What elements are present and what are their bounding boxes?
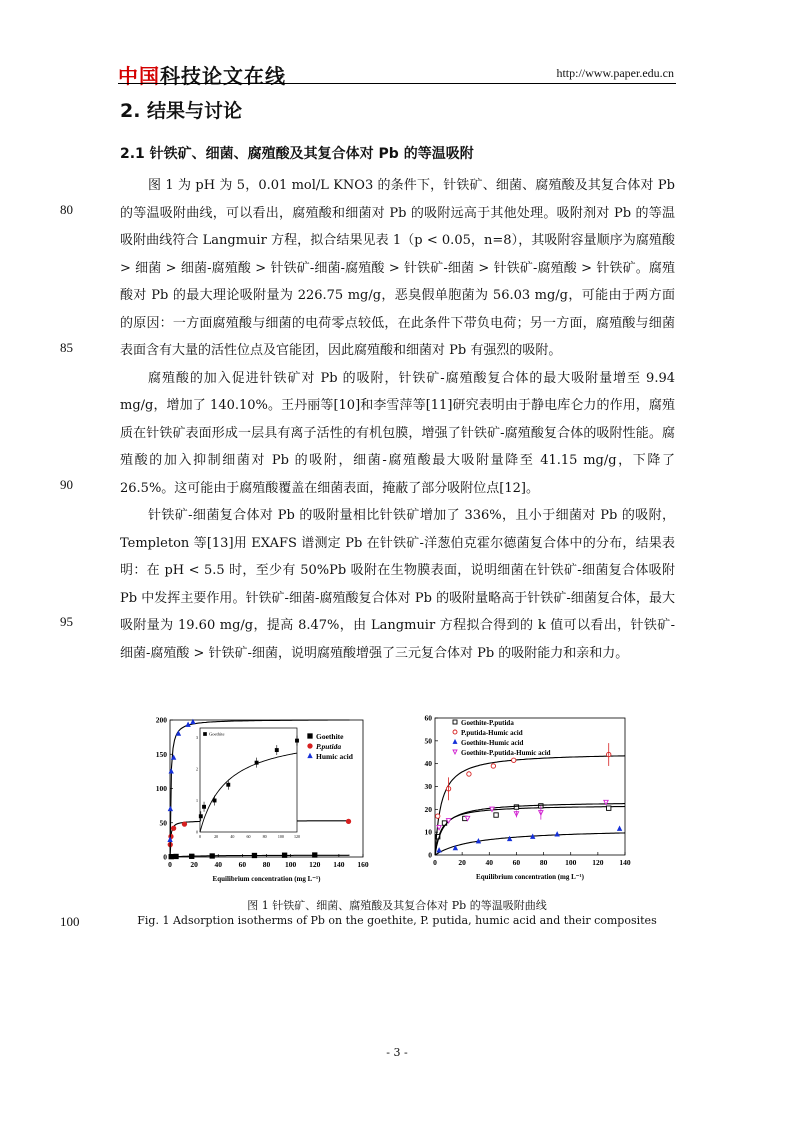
data-point: [467, 772, 471, 776]
inset-frame: [200, 728, 297, 832]
legend-entry: P.putida-Humic acid: [461, 729, 523, 737]
paragraph-2: 腐殖酸的加入促进针铁矿对 Pb 的吸附，针铁矿-腐殖酸复合体的最大吸附量增至 9.94 mg/g，增加了 140.10%。王丹丽等[10]和李雪萍等[11]研究表明由于静电库仑力的作用，腐殖质在针铁矿表面形成一层具有离子活性的有机包膜，增强了针铁矿-腐殖酸复合体的吸附性能。腐殖酸的加入抑制细菌对 Pb 的吸附，细菌-腐殖酸最大吸附量降至 41.15 mg/g，下降了 26.5%。这可能由于腐殖酸覆盖在细菌表面，掩蔽了部分吸附位点[12]。: [120, 370, 675, 496]
chart-left: [130, 712, 380, 892]
x-tick-label: 100: [565, 858, 577, 867]
site-url[interactable]: http://www.paper.edu.cn: [556, 66, 674, 80]
y-tick-label: 20: [424, 804, 432, 814]
data-point: [308, 753, 312, 757]
line-number: 95: [60, 614, 73, 629]
y-tick-label: 150: [155, 749, 167, 759]
figure-caption-cn: 图 1 针铁矿、细菌、腐殖酸及其复合体对 Pb 的等温吸附曲线: [247, 899, 547, 912]
inset-y-tick: 3: [196, 734, 198, 740]
inset-x-tick: 60: [246, 834, 251, 839]
inset-x-tick: 40: [230, 834, 235, 839]
inset-x-tick: 100: [277, 834, 284, 839]
data-point: [607, 806, 611, 810]
inset-x-tick: 80: [262, 834, 267, 839]
x-tick-label: 140: [333, 860, 345, 869]
x-tick-label: 160: [357, 860, 369, 869]
site-logo: 中国科技论文在线: [118, 64, 286, 88]
chart-right: [405, 712, 645, 892]
data-point: [168, 806, 172, 810]
header-rule: [118, 83, 676, 84]
y-tick-label: 0: [428, 850, 432, 860]
paragraph-1: 图 1 为 pH 为 5，0.01 mol/L KNO3 的条件下，针铁矿、细菌、腐殖酸及其复合体对 Pb 的等温吸附曲线，可以看出，腐殖酸和细菌对 Pb 的吸附远高于其他处理。吸附剂对 Pb 的等温吸附曲线符合 Langmuir 方程，拟合结果见表 1（p < 0.05，n=8），其吸附容量顺序为腐殖酸 > 细菌 > 细菌-腐殖酸 > 针铁矿-细菌-腐殖酸 > 针铁矿-细菌 > 针铁矿-腐殖酸 > 针铁矿。腐殖酸对 Pb 的最大理论吸附量为 226.75 mg/g，恶臭假单胞菌为 56.03 mg/g，可能由于两方面的原因：一方面腐殖酸与细菌的电荷零点较低，在此条件下带负电荷；另一方面，腐殖酸与细菌表面含有大量的活性位点及官能团，因此腐殖酸和细菌对 Pb 有强烈的吸附。: [120, 178, 675, 358]
data-point: [453, 750, 457, 754]
subsection-title: 2.1 针铁矿、细菌、腐殖酸及其复合体对 Pb 的等温吸附: [120, 146, 474, 162]
data-point: [453, 730, 457, 734]
data-point: [490, 807, 494, 811]
data-point: [436, 814, 440, 818]
x-tick-label: 40: [485, 858, 494, 867]
y-tick-label: 50: [424, 736, 432, 746]
paragraph-3: 针铁矿-细菌复合体对 Pb 的吸附量相比针铁矿增加了 336%，且小于细菌对 Pb 的吸附，Templeton 等[13]用 EXAFS 谱测定 Pb 在针铁矿-洋葱伯克霍尔德菌复合体中的分布，结果表明：在 pH < 5.5 时，至少有 50%Pb 吸附在生物膜表面，说明细菌在针铁矿-细菌复合体吸附 Pb 中发挥主要作用。针铁矿-细菌-腐殖酸复合体对 Pb 的吸附量略高于针铁矿-细菌复合体，最大吸附量为 19.60 mg/g，提高 8.47%，由 Langmuir 方程拟合得到的 k 值可以看出，针铁矿-细菌-腐殖酸 > 针铁矿-细菌，说明腐殖酸增强了三元复合体对 Pb 的吸附能力和亲和力。: [120, 508, 675, 661]
data-point: [204, 733, 207, 736]
x-axis-label: Equilibrium concentration (mg L⁻¹): [212, 875, 321, 883]
y-tick-label: 40: [424, 759, 432, 769]
y-tick-label: 10: [424, 827, 432, 837]
y-tick-label: 30: [424, 782, 432, 791]
line-number: 90: [60, 477, 73, 492]
x-tick-label: 60: [238, 860, 247, 869]
x-tick-label: 20: [190, 860, 198, 869]
line-number: 80: [60, 202, 73, 217]
legend-humic: Humic acid: [316, 752, 353, 761]
y-tick-label: 100: [155, 784, 167, 793]
y-tick-label: 60: [424, 713, 432, 723]
data-point: [308, 734, 312, 738]
inset-y-tick: 1: [196, 797, 198, 803]
data-point: [494, 813, 498, 817]
section-title: 2. 结果与讨论: [120, 100, 243, 122]
inset-y-tick: 2: [196, 766, 198, 772]
x-tick-label: 60: [512, 858, 521, 867]
data-point: [190, 854, 194, 858]
data-point: [617, 826, 621, 830]
x-tick-label: 100: [285, 860, 297, 869]
data-point: [308, 744, 312, 748]
legend-putida: P.putida: [316, 742, 342, 751]
x-tick-label: 40: [214, 860, 222, 869]
line-number: 100: [60, 914, 80, 929]
data-point: [514, 805, 518, 809]
x-tick-label: 140: [619, 858, 631, 867]
data-point: [252, 853, 256, 857]
x-tick-label: 0: [433, 858, 437, 867]
body-text: [120, 172, 675, 667]
data-point: [437, 848, 441, 852]
inset-legend: Goethite: [209, 731, 225, 737]
inset-x-tick: 0: [199, 834, 201, 839]
data-point: [453, 720, 457, 724]
data-point: [346, 819, 350, 823]
data-point: [453, 740, 457, 744]
legend-entry: Goethite-P.putida: [461, 719, 514, 727]
data-point: [182, 822, 186, 826]
x-tick-label: 20: [458, 858, 466, 867]
x-tick-label: 80: [262, 860, 271, 869]
fit-curve: [435, 833, 625, 855]
data-point: [512, 758, 516, 762]
y-tick-label: 200: [155, 715, 167, 725]
x-tick-label: 120: [309, 860, 321, 869]
inset-x-tick: 120: [294, 834, 300, 839]
inset-x-tick: 20: [214, 834, 219, 839]
figure-caption-en: Fig. 1 Adsorption isotherms of Pb on the goethite, P. putida, humic acid and their composites: [137, 914, 657, 927]
fit-curve: [435, 804, 625, 855]
y-tick-label: 0: [163, 852, 167, 862]
data-point: [491, 764, 495, 768]
x-tick-label: 0: [168, 860, 172, 869]
data-point: [313, 853, 317, 857]
legend-goethite: Goethite: [316, 732, 344, 741]
x-axis-label: Equilibrium concentration (mg L⁻¹): [476, 873, 584, 881]
x-tick-label: 120: [592, 858, 604, 867]
legend-entry: Goethite-Humic acid: [461, 739, 524, 747]
legend-entry: Goethite-P.putida-Humic acid: [461, 749, 551, 757]
inset-y-tick: 0: [196, 829, 198, 835]
y-tick-label: 50: [159, 818, 167, 828]
page-number: - 3 -: [386, 1046, 408, 1059]
x-tick-label: 80: [539, 858, 548, 867]
data-point: [282, 853, 286, 857]
data-point: [174, 854, 178, 858]
data-point: [555, 832, 559, 836]
data-point: [171, 826, 175, 830]
line-number: 85: [60, 340, 73, 355]
data-point: [210, 854, 214, 858]
